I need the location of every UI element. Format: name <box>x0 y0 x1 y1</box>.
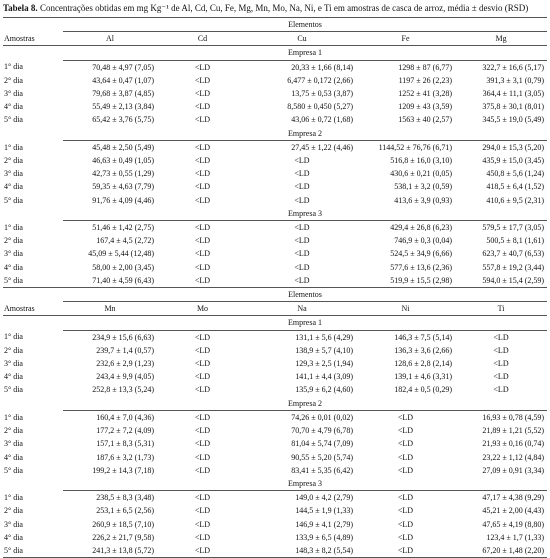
table-row <box>3 154 547 167</box>
sample-day-label: 3° dia <box>4 169 23 179</box>
elementos-header: Elementos <box>63 288 547 302</box>
table-cell: <LD <box>194 385 211 395</box>
column-header: Ni <box>356 302 455 316</box>
sample-day-label: 1° dia <box>4 492 23 502</box>
sample-day-label: 1° dia <box>4 412 23 422</box>
table-cell: <LD <box>397 493 414 503</box>
sample-day-label: 1° dia <box>4 332 23 342</box>
table-cell: 430,6 ± 0,21 (0,05) <box>390 169 452 179</box>
table-row <box>3 357 547 370</box>
table-cell: 418,5 ± 6,4 (1,52) <box>486 182 545 192</box>
table-cell: <LD <box>194 439 211 449</box>
table-cell: 138,9 ± 5,7 (4,10) <box>295 345 353 355</box>
table-cell: 6,477 ± 0,172 (2,66) <box>287 75 353 85</box>
table-cell: 23,22 ± 1,12 (4,84) <box>482 452 545 462</box>
table-cell: 322,7 ± 16,6 (5,17) <box>482 62 545 72</box>
table-cell: 375,8 ± 30,1 (8,01) <box>482 102 545 112</box>
table-row <box>3 344 547 357</box>
company-label: Empresa 2 <box>63 127 547 141</box>
table-cell: 239,7 ± 1,4 (0,57) <box>96 345 154 355</box>
table-cell: <LD <box>194 345 211 355</box>
table-cell: 519,9 ± 15,5 (2,98) <box>390 275 452 285</box>
table-cell: 131,1 ± 5,6 (4,29) <box>295 332 353 342</box>
table-cell: 1197 ± 26 (2,23) <box>398 75 452 85</box>
company-spacer <box>3 316 63 330</box>
table-cell: <LD <box>294 223 310 233</box>
table-cell: 71,40 ± 4,59 (6,43) <box>92 275 154 285</box>
table-row <box>3 424 547 437</box>
table-cell: <LD <box>294 169 310 179</box>
column-header: Mg <box>455 32 547 46</box>
table-cell: 516,8 ± 16,0 (3,10) <box>390 156 452 166</box>
table-cell: 83,41 ± 5,35 (6,42) <box>291 465 353 475</box>
table-cell: 79,68 ± 3,87 (4,85) <box>92 89 154 99</box>
table-row <box>3 274 547 288</box>
table-cell: 241,3 ± 13,8 (5,72) <box>63 544 157 558</box>
concentration-table <box>3 17 547 558</box>
table-cell: 55,49 ± 2,13 (3,84) <box>92 102 154 112</box>
table-row <box>3 221 547 235</box>
sample-day-label: 3° dia <box>4 249 23 259</box>
sample-day-label: 2° dia <box>4 75 23 85</box>
sample-day-label: 4° dia <box>4 372 23 382</box>
table-cell: <LD <box>194 519 211 529</box>
sample-day-label: 2° dia <box>4 506 23 516</box>
table-cell: 16,93 ± 0,78 (4,59) <box>482 412 545 422</box>
table-cell: 13,75 ± 0,53 (3,87) <box>291 89 353 99</box>
table-cell: 141,1 ± 4,4 (3,09) <box>295 372 353 382</box>
table-cell: 260,9 ± 18,5 (7,10) <box>92 519 154 529</box>
table-cell: 199,2 ± 14,3 (7,18) <box>92 465 154 475</box>
table-cell: <LD <box>294 249 310 259</box>
table-cell: 234,9 ± 15,6 (6,63) <box>92 332 154 342</box>
company-spacer <box>3 477 63 491</box>
table-cell: 20,33 ± 1,66 (8,14) <box>291 62 353 72</box>
company-group-row <box>3 316 547 330</box>
table-cell: <LD <box>397 506 414 516</box>
table-cell: 27,45 ± 1,22 (4,46) <box>291 142 353 152</box>
table-cell: <LD <box>294 236 310 246</box>
column-header: Fe <box>356 32 455 46</box>
table-cell: <LD <box>294 156 310 166</box>
table-cell: 410,6 ± 9,5 (2,31) <box>486 195 545 205</box>
table-row <box>3 410 547 424</box>
table-cell: 128,6 ± 2,8 (2,14) <box>394 359 452 369</box>
table-cell: <LD <box>194 412 211 422</box>
sample-day-label: 3° dia <box>4 89 23 99</box>
table-cell: 42,73 ± 0,55 (1,29) <box>92 169 154 179</box>
table-row <box>3 113 547 126</box>
table-cell: <LD <box>194 223 211 233</box>
table-cell: <LD <box>194 262 211 272</box>
table-cell: 27,09 ± 0,91 (3,34) <box>482 465 545 475</box>
sample-day-label: 5° dia <box>3 544 63 558</box>
table-cell: 182,4 ± 0,5 (0,29) <box>394 385 452 395</box>
column-header: Cu <box>248 32 356 46</box>
table-row <box>3 491 547 505</box>
table-cell: <LD <box>194 332 211 342</box>
table-cell: <LD <box>194 249 211 259</box>
table-cell: 70,70 ± 4,79 (6,78) <box>291 426 353 436</box>
sample-day-label: 4° dia <box>4 262 23 272</box>
concentration-table-body <box>3 18 547 558</box>
table-cell: 148,3 ± 8,2 (5,54) <box>248 544 356 558</box>
table-cell: 345,5 ± 19,0 (5,49) <box>482 115 545 125</box>
table-cell: <LD <box>194 75 211 85</box>
table-cell: 579,5 ± 17,7 (3,05) <box>482 223 545 233</box>
table-row <box>3 60 547 74</box>
sample-day-label: 5° dia <box>4 385 23 395</box>
table-cell: 43,06 ± 0,72 (1,68) <box>291 115 353 125</box>
table-cell: <LD <box>194 195 211 205</box>
table-cell: 47,17 ± 4,38 (9,29) <box>482 493 545 503</box>
table-row <box>3 370 547 383</box>
table-cell: 429,4 ± 26,8 (6,23) <box>390 223 452 233</box>
sample-day-label: 2° dia <box>4 345 23 355</box>
table-cell: 435,9 ± 15,0 (3,45) <box>482 156 545 166</box>
company-label: Empresa 1 <box>63 46 547 60</box>
table-cell: <LD <box>294 262 310 272</box>
table-row <box>3 100 547 113</box>
table-cell: <LD <box>194 62 211 72</box>
sample-day-label: 1° dia <box>4 62 23 72</box>
table-cell: 557,8 ± 19,2 (3,44) <box>482 262 545 272</box>
table-cell: 391,3 ± 3,1 (0,79) <box>486 75 545 85</box>
sample-day-label: 5° dia <box>4 465 23 475</box>
table-cell: 177,2 ± 7,2 (4,09) <box>96 426 154 436</box>
table-cell: 187,6 ± 3,2 (1,73) <box>96 452 154 462</box>
table-cell: 90,55 ± 5,20 (5,74) <box>291 452 353 462</box>
table-cell: 243,4 ± 9,9 (4,05) <box>96 372 154 382</box>
table-row <box>3 437 547 450</box>
table-cell: <LD <box>194 532 211 542</box>
table-cell: 146,3 ± 7,5 (5,14) <box>394 332 452 342</box>
company-label: Empresa 3 <box>63 207 547 221</box>
table-cell: 1563 ± 40 (2,57) <box>398 115 452 125</box>
table-cell: 238,5 ± 8,3 (3,48) <box>96 493 154 503</box>
table-cell: 135,9 ± 6,2 (4,60) <box>295 385 353 395</box>
table-cell: <LD <box>194 372 211 382</box>
table-cell: 623,7 ± 40,7 (6,53) <box>482 249 545 259</box>
table-cell: 226,2 ± 21,7 (9,58) <box>92 532 154 542</box>
table-cell: <LD <box>294 195 310 205</box>
sample-day-label: 3° dia <box>4 519 23 529</box>
table-row <box>3 261 547 274</box>
table-row <box>3 518 547 531</box>
table-cell: 129,3 ± 2,5 (1,94) <box>295 359 353 369</box>
sample-day-label: 5° dia <box>4 115 23 125</box>
table-row <box>3 451 547 464</box>
sample-day-label: 5° dia <box>4 195 23 205</box>
table-cell: 1209 ± 43 (3,59) <box>398 102 452 112</box>
table-cell: <LD <box>356 544 455 558</box>
company-group-row <box>3 477 547 491</box>
table-row <box>3 234 547 247</box>
company-group-row <box>3 127 547 141</box>
table-row <box>3 167 547 180</box>
table-cell: 51,46 ± 1,42 (2,75) <box>92 223 154 233</box>
table-cell: 81,04 ± 5,74 (7,09) <box>291 439 353 449</box>
table-cell: <LD <box>194 169 211 179</box>
table-cell: 167,4 ± 4,5 (2,72) <box>96 236 154 246</box>
column-header: Ti <box>455 302 547 316</box>
table-cell: 232,6 ± 2,9 (1,23) <box>96 359 154 369</box>
table-row <box>3 504 547 517</box>
table-cell: 157,1 ± 8,3 (5,31) <box>96 439 154 449</box>
table-row <box>3 180 547 193</box>
table-cell: 577,6 ± 13,6 (2,36) <box>390 262 452 272</box>
sample-day-label: 2° dia <box>4 236 23 246</box>
table-cell: 294,0 ± 15,3 (5,20) <box>482 142 545 152</box>
table-cell: <LD <box>493 332 509 342</box>
table-cell: 8,580 ± 0,450 (5,27) <box>287 102 353 112</box>
table-cell: <LD <box>157 544 248 558</box>
table-row <box>3 87 547 100</box>
table-row <box>3 74 547 87</box>
table-row <box>3 140 547 154</box>
table-cell: <LD <box>397 532 414 542</box>
table-cell: 1298 ± 87 (6,77) <box>398 62 452 72</box>
company-group-row <box>3 46 547 60</box>
table-cell: <LD <box>397 426 414 436</box>
column-header-row <box>3 302 547 316</box>
company-spacer <box>3 127 63 141</box>
table-cell: <LD <box>493 385 509 395</box>
table-cell: 500,5 ± 8,1 (1,61) <box>486 236 545 246</box>
sample-day-label: 2° dia <box>4 426 23 436</box>
table-cell: 1144,52 ± 76,76 (6,71) <box>378 142 452 152</box>
table-cell: 146,9 ± 4,1 (2,79) <box>295 519 353 529</box>
company-spacer <box>3 397 63 411</box>
sample-day-label: 5° dia <box>4 275 23 285</box>
column-header-row <box>3 32 547 46</box>
elements-header-row <box>3 288 547 302</box>
table-cell: <LD <box>194 115 211 125</box>
table-cell: <LD <box>194 493 211 503</box>
column-header: Al <box>63 32 157 46</box>
elements-header-row <box>3 18 547 32</box>
table-row <box>3 194 547 207</box>
table-cell: 149,0 ± 4,2 (2,79) <box>295 493 353 503</box>
table-cell: 413,6 ± 3,9 (0,93) <box>394 195 452 205</box>
table-cell: 538,1 ± 3,2 (0,59) <box>394 182 452 192</box>
table-cell: <LD <box>194 426 211 436</box>
table-cell: 139,1 ± 4,6 (3,31) <box>394 372 452 382</box>
table-cell: 43,64 ± 0,47 (1,07) <box>92 75 154 85</box>
table-cell: <LD <box>194 359 211 369</box>
table-cell: 45,09 ± 5,44 (12,48) <box>88 249 154 259</box>
table-cell: <LD <box>397 412 414 422</box>
table-cell: <LD <box>194 102 211 112</box>
column-header: Mo <box>157 302 248 316</box>
table-row <box>3 544 547 558</box>
company-group-row <box>3 397 547 411</box>
table-cell: 144,5 ± 1,9 (1,33) <box>295 506 353 516</box>
company-spacer <box>3 207 63 221</box>
table-cell: 47,65 ± 4,19 (8,80) <box>482 519 545 529</box>
table-cell: <LD <box>194 236 211 246</box>
table-cell: 45,21 ± 2,00 (4,43) <box>482 506 545 516</box>
company-label: Empresa 1 <box>63 316 547 330</box>
table-cell: 70,48 ± 4,97 (7,05) <box>92 62 154 72</box>
amostras-header: Amostras <box>3 288 63 316</box>
column-header: Na <box>248 302 356 316</box>
table-cell: 252,8 ± 13,3 (5,24) <box>92 385 154 395</box>
elementos-header: Elementos <box>63 18 547 32</box>
table-cell: 45,48 ± 2,50 (5,49) <box>92 142 154 152</box>
table-cell: 524,5 ± 34,9 (6,66) <box>390 249 452 259</box>
table-cell: <LD <box>493 372 509 382</box>
table-row <box>3 247 547 260</box>
table-cell: 67,20 ± 1,48 (2,20) <box>455 544 547 558</box>
table-cell: <LD <box>194 156 211 166</box>
table-cell: <LD <box>294 182 310 192</box>
table-caption-text: Concentrações obtidas em mg Kg⁻¹ de Al, Cd, Cu, Fe, Mg, Mn, Mo, Na, Ni, e Ti em amostras de casca de arroz, média ± desvio (RSD) <box>37 3 529 13</box>
table-cell: 364,4 ± 11,1 (3,05) <box>482 89 545 99</box>
sample-day-label: 3° dia <box>4 439 23 449</box>
sample-day-label: 1° dia <box>4 142 23 152</box>
table-cell: 58,00 ± 2,00 (3,45) <box>92 262 154 272</box>
table-cell: <LD <box>194 452 211 462</box>
amostras-header: Amostras <box>3 18 63 46</box>
table-cell: <LD <box>493 345 509 355</box>
table-cell: <LD <box>493 359 509 369</box>
table-cell: 450,8 ± 5,6 (1,24) <box>486 169 545 179</box>
sample-day-label: 4° dia <box>4 182 23 192</box>
table-cell: <LD <box>194 142 211 152</box>
column-header: Cd <box>157 32 248 46</box>
table-row <box>3 464 547 477</box>
table-cell: <LD <box>194 182 211 192</box>
table-cell: 21,89 ± 1,21 (5,52) <box>482 426 545 436</box>
company-label: Empresa 2 <box>63 397 547 411</box>
table-cell: 136,3 ± 3,6 (2,66) <box>394 345 452 355</box>
table-cell: 1252 ± 41 (3,28) <box>398 89 452 99</box>
table-cell: <LD <box>194 275 211 285</box>
table-cell: 59,35 ± 4,63 (7,79) <box>92 182 154 192</box>
table-cell: <LD <box>397 439 414 449</box>
table-cell: 594,0 ± 15,4 (2,59) <box>482 275 545 285</box>
table-cell: 91,76 ± 4,09 (4,46) <box>92 195 154 205</box>
table-cell: <LD <box>294 275 310 285</box>
table-cell: <LD <box>397 519 414 529</box>
table-cell: 746,9 ± 0,3 (0,04) <box>394 236 452 246</box>
table-caption-label: Tabela 8. <box>3 3 38 13</box>
table-cell: 21,93 ± 0,16 (0,74) <box>482 439 545 449</box>
table-cell: <LD <box>397 452 414 462</box>
company-group-row <box>3 207 547 221</box>
table-cell: 253,1 ± 6,5 (2,56) <box>96 506 154 516</box>
sample-day-label: 4° dia <box>4 532 23 542</box>
sample-day-label: 4° dia <box>4 452 23 462</box>
table-row <box>3 330 547 344</box>
table-row <box>3 531 547 544</box>
sample-day-label: 4° dia <box>4 102 23 112</box>
table-cell: <LD <box>194 89 211 99</box>
table-cell: 123,4 ± 1,7 (1,33) <box>486 532 545 542</box>
table-cell: <LD <box>194 465 211 475</box>
sample-day-label: 2° dia <box>4 156 23 166</box>
table-cell: 133,9 ± 6,5 (4,89) <box>295 532 353 542</box>
sample-day-label: 3° dia <box>4 359 23 369</box>
table-cell: 46,63 ± 0,49 (1,05) <box>92 156 154 166</box>
table-cell: <LD <box>194 506 211 516</box>
company-spacer <box>3 46 63 60</box>
table-cell: 74,26 ± 0,01 (0,02) <box>291 412 353 422</box>
table-cell: 65,42 ± 3,76 (5,75) <box>92 115 154 125</box>
sample-day-label: 1° dia <box>4 222 23 232</box>
column-header: Mn <box>63 302 157 316</box>
table-cell: <LD <box>397 465 414 475</box>
table-row <box>3 383 547 396</box>
company-label: Empresa 3 <box>63 477 547 491</box>
table-caption <box>3 2 547 14</box>
table-cell: 160,4 ± 7,0 (4,36) <box>96 412 154 422</box>
